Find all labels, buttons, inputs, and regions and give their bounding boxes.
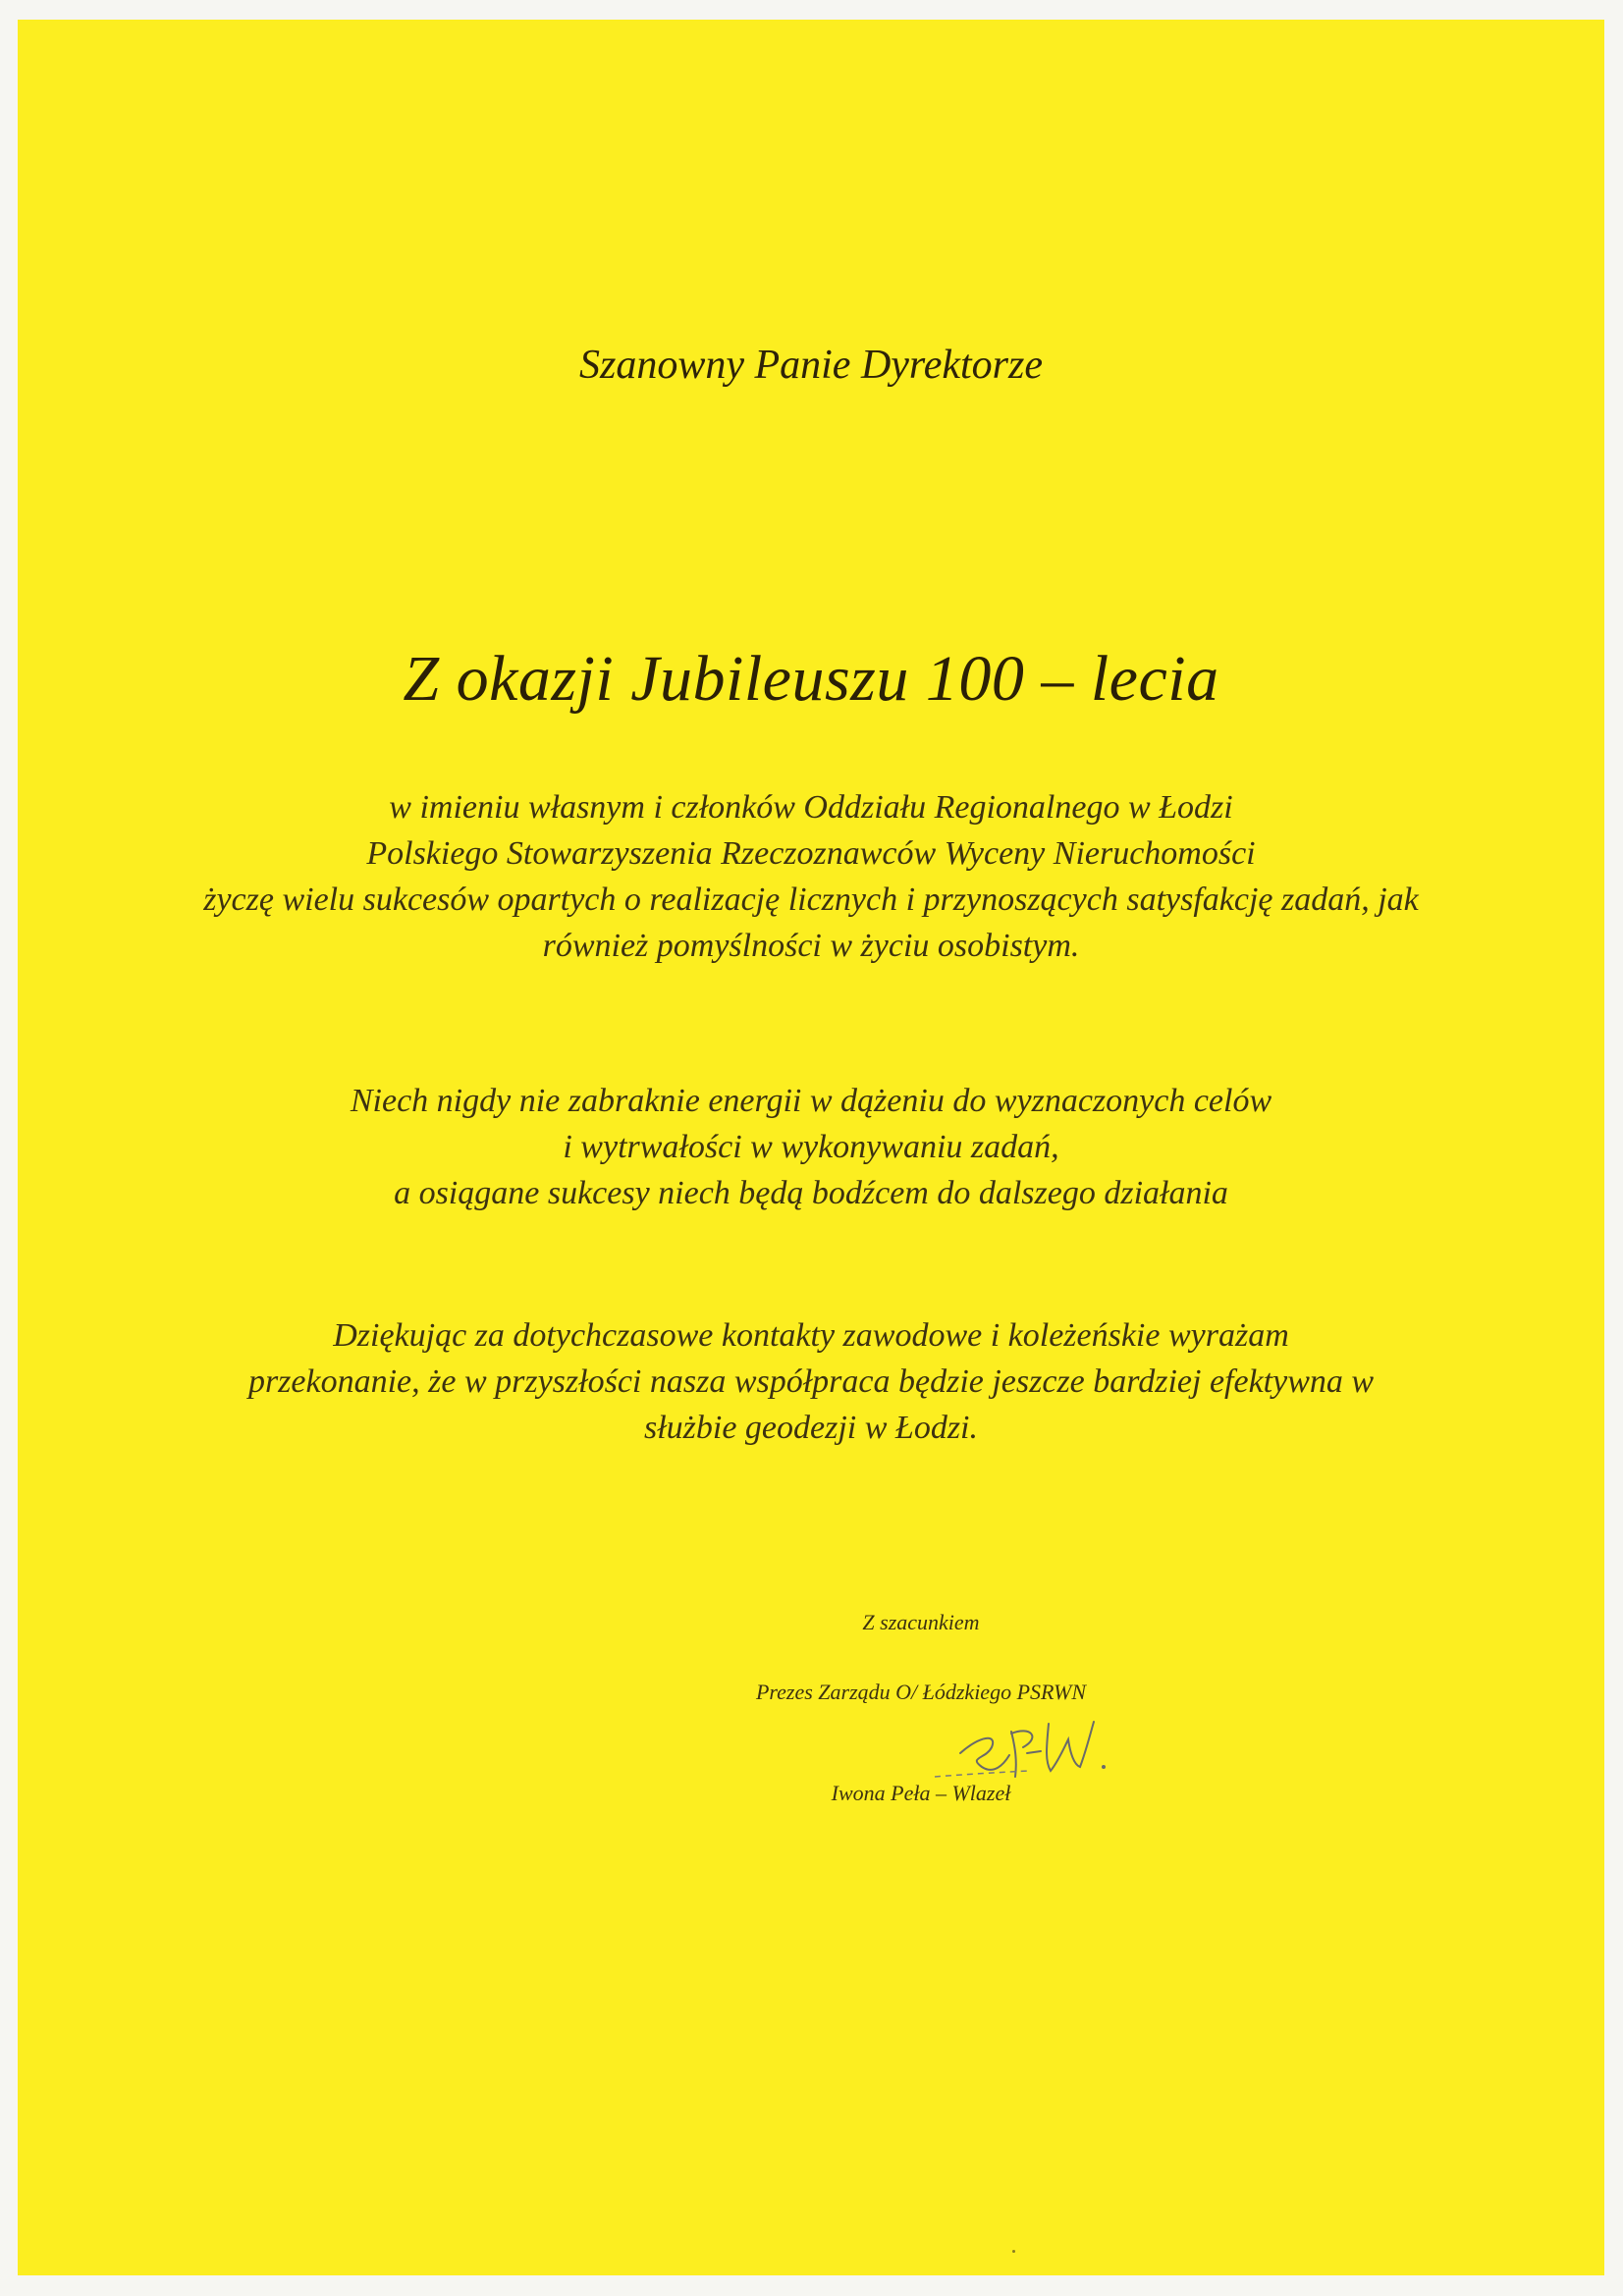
paragraph-line: życzę wielu sukcesów opartych o realizację licznych i przynoszących satysfakcję zadań, jak xyxy=(203,881,1419,918)
paragraph-line: Niech nigdy nie zabraknie energii w dążeniu do wyznaczonych celów xyxy=(350,1083,1272,1119)
paragraph-line: w imieniu własnym i członków Oddziału Regionalnego w Łodzi xyxy=(389,789,1233,826)
paragraph-line: przekonanie, że w przyszłości nasza współpraca będzie jeszcze bardziej efektywna w xyxy=(247,1363,1375,1400)
paragraph-line: i wytrwałości w wykonywaniu zadań, xyxy=(563,1129,1059,1165)
paragraph-line: Polskiego Stowarzyszenia Rzeczoznawców Wyceny Nieruchomości xyxy=(366,835,1256,872)
paragraph-thanks xyxy=(18,1312,1604,1451)
paper-speck xyxy=(1012,2250,1015,2253)
paragraph-line: również pomyślności w życiu osobistym. xyxy=(542,928,1080,964)
headline: Z okazji Jubileuszu 100 – lecia xyxy=(403,643,1219,715)
signatory-name: Iwona Peła – Wlazeł xyxy=(831,1781,1011,1805)
signatory-position: Prezes Zarządu O/ Łódzkiego PSRWN xyxy=(755,1680,1087,1704)
paragraph-wishes xyxy=(18,784,1604,969)
paragraph-motivation xyxy=(18,1078,1604,1216)
paragraph-line: a osiągane sukcesy niech będą bodźcem do dalszego działania xyxy=(394,1175,1228,1211)
greeting: Szanowny Panie Dyrektorze xyxy=(578,343,1043,388)
closing-regards: Z szacunkiem xyxy=(862,1610,980,1634)
letter-page xyxy=(18,20,1604,2275)
paragraph-line: służbie geodezji w Łodzi. xyxy=(643,1410,979,1446)
paragraph-line: Dziękując za dotychczasowe kontakty zawodowe i koleżeńskie wyrażam xyxy=(333,1317,1289,1354)
handwritten-signature-icon xyxy=(921,1696,1147,1785)
